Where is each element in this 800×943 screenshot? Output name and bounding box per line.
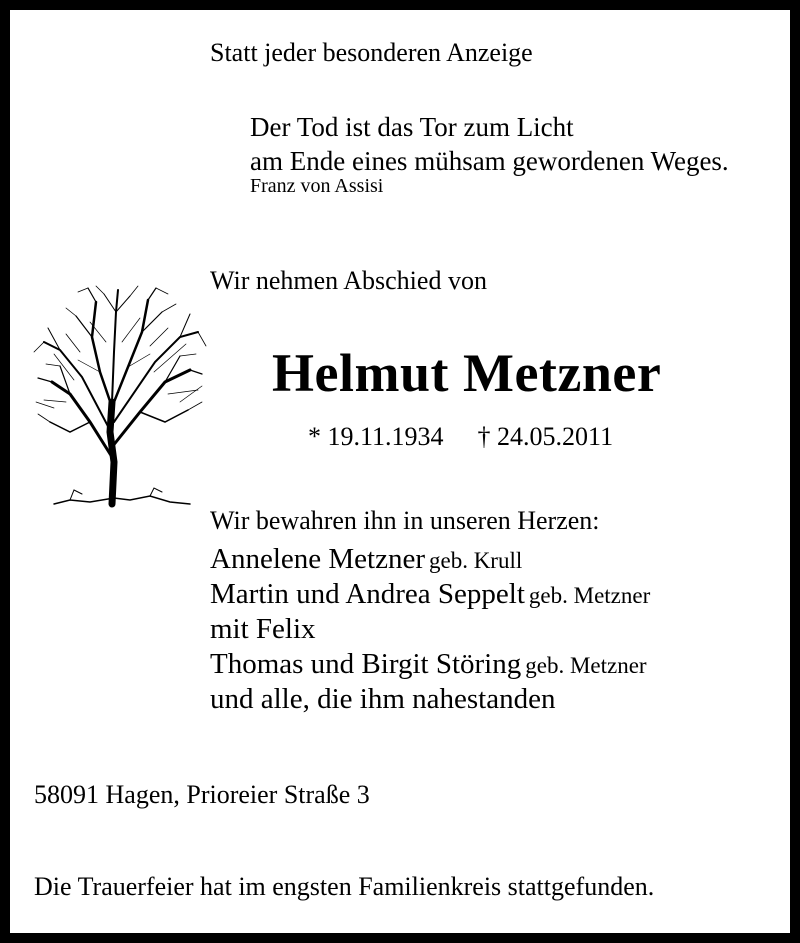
quote-line-2: am Ende eines mühsam gewordenen Weges.	[250, 146, 729, 176]
mourner-line	[210, 580, 650, 609]
mourner-line	[210, 545, 522, 574]
mourner-line	[210, 685, 555, 714]
deceased-name: Helmut Metzner	[272, 343, 662, 403]
footer-text: Die Trauerfeier hat im engsten Familienkreis stattgefunden.	[34, 872, 655, 901]
mourner-name: mit Felix	[210, 613, 316, 645]
mourner-name: Annelene Metzner	[210, 543, 425, 575]
mourner-line	[210, 615, 316, 644]
death-date: † 24.05.2011	[477, 422, 614, 451]
intro-text: Wir nehmen Abschied von	[210, 266, 487, 295]
quote-author: Franz von Assisi	[250, 175, 384, 197]
remembrance-text: Wir bewahren ihn in unseren Herzen:	[210, 506, 600, 535]
address: 58091 Hagen, Prioreier Straße 3	[34, 780, 370, 809]
mourner-note: geb. Krull	[428, 548, 523, 573]
mourner-name: Thomas und Birgit Störing	[210, 648, 522, 680]
mourner-name: und alle, die ihm nahestanden	[210, 683, 556, 715]
tree-icon	[30, 282, 208, 522]
life-dates	[308, 424, 613, 450]
notice-header: Statt jeder besonderen Anzeige	[210, 38, 533, 67]
birth-date: * 19.11.1934	[308, 422, 444, 451]
mourner-note: geb. Metzner	[528, 583, 651, 608]
mourner-note: geb. Metzner	[525, 653, 647, 678]
quote-line-1: Der Tod ist das Tor zum Licht	[250, 112, 574, 142]
mourner-line	[210, 650, 647, 679]
mourner-name: Martin und Andrea Seppelt	[210, 578, 525, 610]
